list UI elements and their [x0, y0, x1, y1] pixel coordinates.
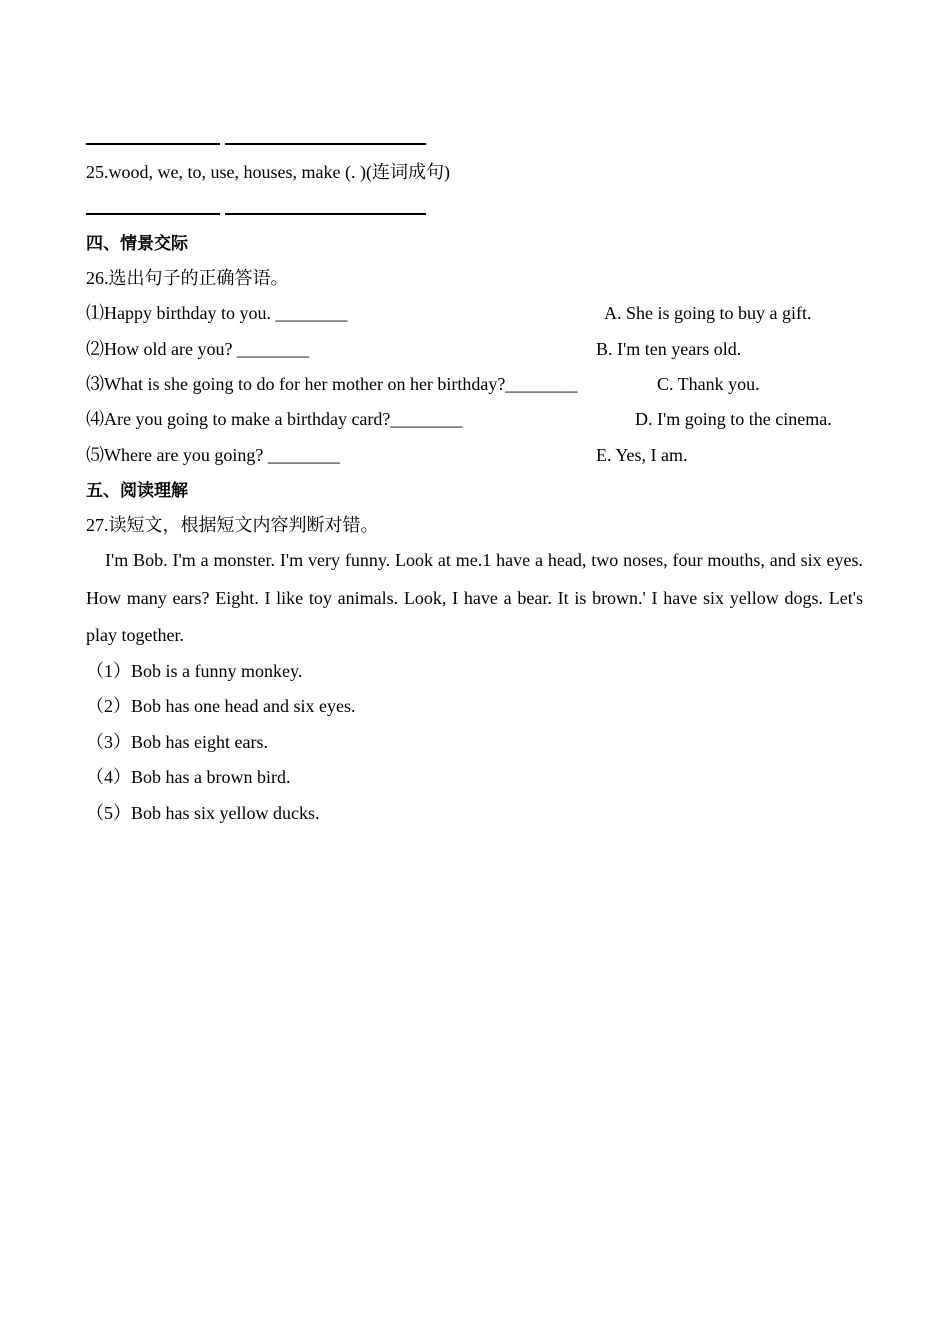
q27-statement-2: （2）Bob has one head and six eyes.: [86, 696, 356, 716]
answer-line-q24: [86, 143, 426, 146]
answer-blank-2: [225, 213, 426, 215]
answer-blank-2: [225, 143, 426, 145]
section5-title: 五、阅读理解: [86, 481, 188, 501]
q26-option-e: E. Yes, I am.: [596, 445, 688, 465]
q26-item-1: ⑴Happy birthday to you. ________: [86, 303, 348, 323]
answer-blank-1: [86, 143, 220, 145]
q26-option-b: B. I'm ten years old.: [596, 339, 742, 359]
q26-item-5: ⑸Where are you going? ________: [86, 445, 340, 465]
reading-passage: I'm Bob. I'm a monster. I'm very funny. Look at me.1 have a head, two noses, four mouths, and six eyes. How many ears? Eight. I like toy animals. Look, I have a bear. It is brown.' I have six yellow dogs. Let's play together.: [86, 550, 863, 645]
q27-statement-1: （1）Bob is a funny monkey.: [86, 661, 303, 681]
answer-blank-1: [86, 213, 220, 215]
q27-statement-5: （5）Bob has six yellow ducks.: [86, 803, 320, 823]
answer-line-q25: [86, 213, 426, 216]
q27-statement-4: （4）Bob has a brown bird.: [86, 767, 291, 787]
q26-item-3: ⑶What is she going to do for her mother on her birthday?________: [86, 374, 578, 394]
section4-title: 四、情景交际: [86, 234, 188, 254]
q26-prompt: 26.选出句子的正确答语。: [86, 268, 289, 288]
q26-option-d: D. I'm going to the cinema.: [635, 409, 832, 429]
q26-option-a: A. She is going to buy a gift.: [604, 303, 812, 323]
q27-prompt: 27.读短文，根据短文内容判断对错。: [86, 515, 379, 535]
q25-text: 25.wood, we, to, use, houses, make (. )(连词成句): [86, 162, 450, 182]
q26-option-c: C. Thank you.: [657, 374, 760, 394]
q26-item-4: ⑷Are you going to make a birthday card?________: [86, 409, 463, 429]
q27-statement-3: （3）Bob has eight ears.: [86, 732, 268, 752]
q26-item-2: ⑵How old are you? ________: [86, 339, 309, 359]
